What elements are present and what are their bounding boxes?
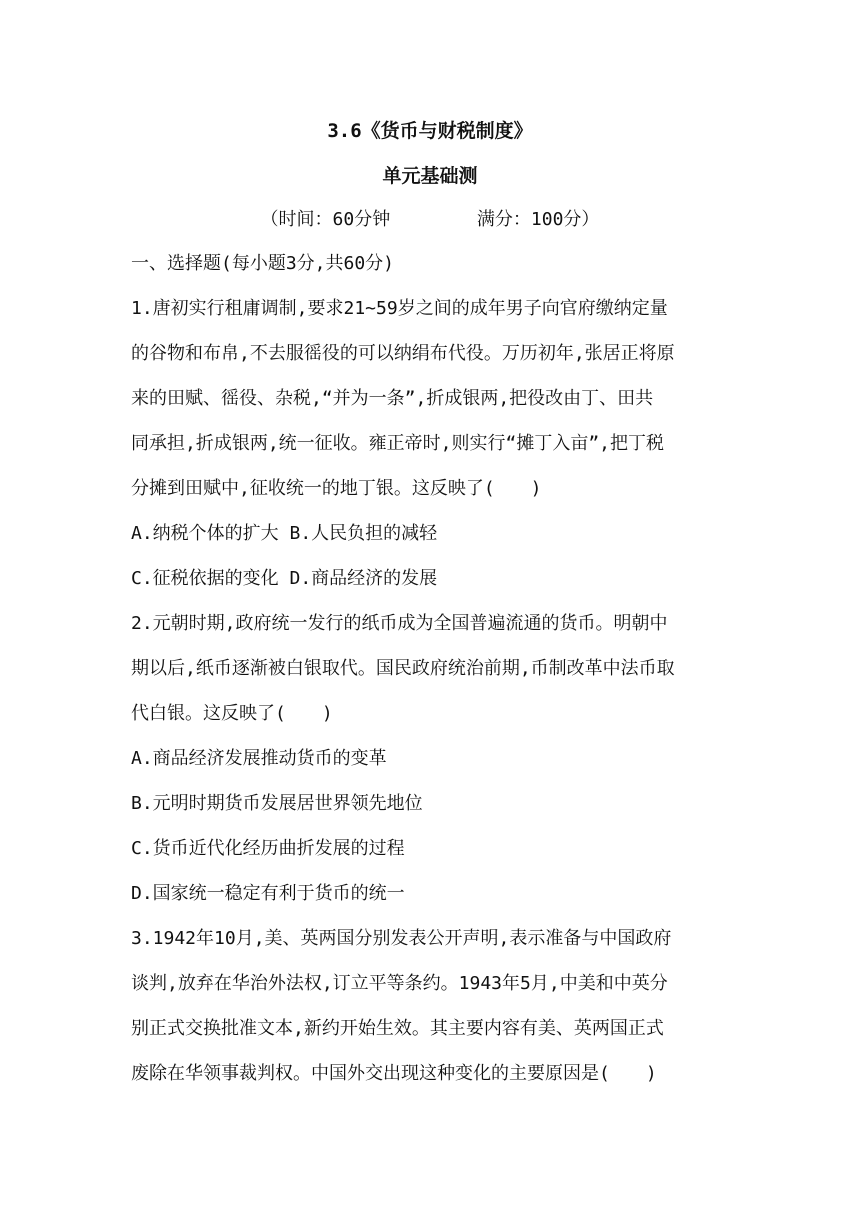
- document-title: 3.6《货币与财税制度》: [327, 120, 533, 142]
- question-2-option-b: B.元明时期货币发展居世界领先地位: [131, 793, 423, 814]
- section-heading: 一、选择题(每小题3分,共60分): [131, 253, 395, 274]
- question-3-line-1: 3.1942年10月,美、英两国分别发表公开声明,表示准备与中国政府: [131, 928, 672, 949]
- question-3-line-4: 废除在华领事裁判权。中国外交出现这种变化的主要原因是( ): [131, 1063, 657, 1084]
- question-2-line-2: 期以后,纸币逐渐被白银取代。国民政府统治前期,币制改革中法币取: [131, 658, 675, 679]
- document-subtitle: 单元基础测: [382, 165, 478, 187]
- question-1-line-1: 1.唐初实行租庸调制,要求21~59岁之间的成年男子向官府缴纳定量: [131, 298, 668, 319]
- question-3-line-2: 谈判,放弃在华治外法权,订立平等条约。1943年5月,中美和中英分: [131, 973, 668, 994]
- question-1-line-2: 的谷物和布帛,不去服徭役的可以纳绢布代役。万历初年,张居正将原: [131, 343, 675, 364]
- exam-time-info: （时间：60分钟 满分：100分）: [260, 209, 600, 230]
- question-1-line-5: 分摊到田赋中,征收统一的地丁银。这反映了( ): [131, 478, 542, 499]
- question-2-option-c: C.货币近代化经历曲折发展的过程: [131, 838, 405, 859]
- question-1-line-4: 同承担,折成银两,统一征收。雍正帝时,则实行“摊丁入亩”,把丁税: [131, 433, 665, 454]
- question-2-option-a: A.商品经济发展推动货币的变革: [131, 748, 387, 769]
- question-2-line-1: 2.元朝时期,政府统一发行的纸币成为全国普遍流通的货币。明朝中: [131, 613, 668, 634]
- question-2-line-3: 代白银。这反映了( ): [131, 703, 333, 724]
- question-1-line-3: 来的田赋、徭役、杂税,“并为一条”,折成银两,把役改由丁、田共: [131, 388, 654, 409]
- question-3-line-3: 别正式交换批准文本,新约开始生效。其主要内容有美、英两国正式: [131, 1018, 664, 1039]
- question-2-option-d: D.国家统一稳定有利于货币的统一: [131, 883, 405, 904]
- question-1-options-ab: A.纳税个体的扩大 B.人民负担的减轻: [131, 523, 438, 544]
- question-1-options-cd: C.征税依据的变化 D.商品经济的发展: [131, 568, 438, 589]
